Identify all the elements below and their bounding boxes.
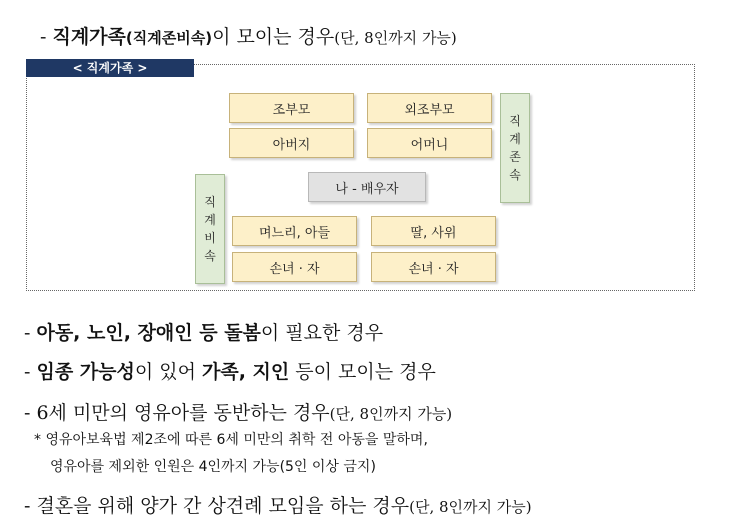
box-daughter-son-in-law: 딸, 사위 — [371, 216, 496, 246]
descendants-label: 직계비속 — [204, 195, 216, 263]
line-deathbed: - 임종 가능성이 있어 가족, 지인 등이 모이는 경우 — [24, 361, 436, 383]
box-grandchild-1: 손녀 · 자 — [232, 252, 357, 282]
box-grandparents-maternal: 외조부모 — [367, 93, 492, 123]
box-grandchild-2: 손녀 · 자 — [371, 252, 496, 282]
note-line-1: * 영유아보육법 제2조에 따른 6세 미만의 취학 전 아동을 말하며, — [34, 432, 428, 448]
box-self-spouse: 나 - 배우자 — [308, 172, 426, 202]
box-ascendants — [500, 93, 530, 203]
diagram-tag: < 직계가족 > — [26, 59, 194, 77]
box-grandparents-paternal: 조부모 — [229, 93, 354, 123]
box-daughter-in-law-son: 며느리, 아들 — [232, 216, 357, 246]
heading-direct-family: - 직계가족(직계존비속)이 모이는 경우(단, 8인까지 가능) — [40, 26, 457, 48]
line-infant: - 6세 미만의 영유아를 동반하는 경우(단, 8인까지 가능) — [24, 402, 453, 424]
box-father: 아버지 — [229, 128, 354, 158]
note-line-2: 영유아를 제외한 인원은 4인까지 가능(5인 이상 금지) — [50, 459, 376, 475]
line-wedding: - 결혼을 위해 양가 간 상견례 모임을 하는 경우(단, 8인까지 가능) — [24, 495, 532, 517]
ascendants-label: 직계존속 — [509, 114, 521, 182]
box-mother: 어머니 — [367, 128, 492, 158]
box-descendants — [195, 174, 225, 284]
line-care-needed: - 아동, 노인, 장애인 등 돌봄이 필요한 경우 — [24, 322, 384, 344]
